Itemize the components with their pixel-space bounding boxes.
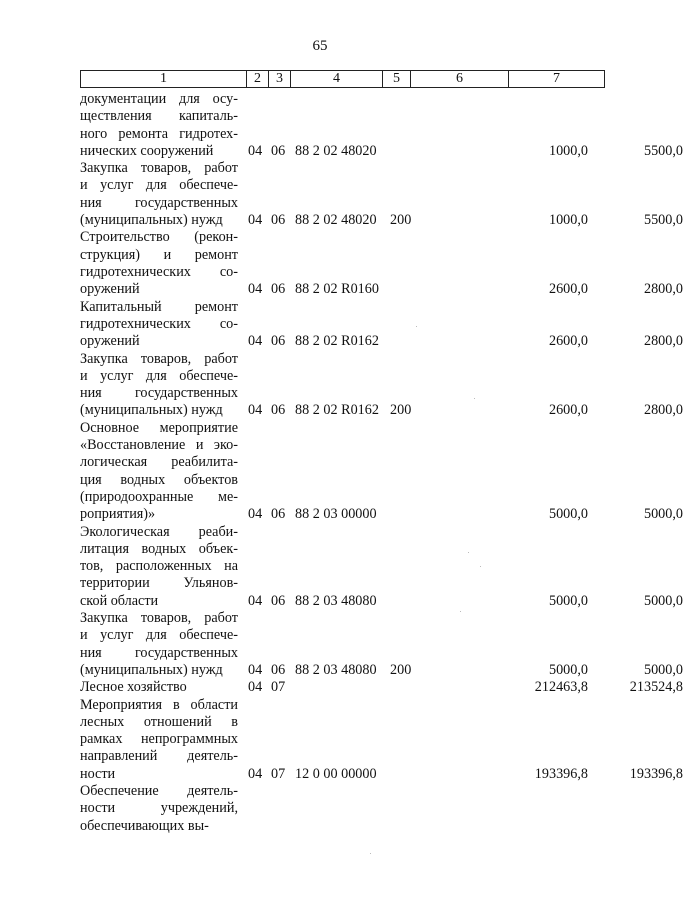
header-col-3: 3 [269, 71, 291, 88]
row-name-line: обеспечивающих вы- [80, 817, 209, 834]
cell-col-4: 88 2 02 48020 [295, 212, 377, 229]
row-name-line: ности [80, 765, 116, 782]
cell-col-6: 1000,0 [548, 212, 588, 229]
header-col-4: 4 [291, 71, 383, 88]
cell-col-6: 193396,8 [534, 765, 588, 782]
cell-col-6: 2600,0 [548, 333, 588, 350]
header-col-5: 5 [383, 71, 411, 88]
cell-col-7: 5500,0 [643, 142, 683, 159]
cell-col-6: 5000,0 [548, 506, 588, 523]
row-name [80, 351, 238, 420]
cell-col-6: 5000,0 [548, 661, 588, 678]
row-name-line: Основное мероприятие [80, 419, 238, 436]
row-name-line: Лесное хозяйство [80, 679, 187, 696]
cell-col-3: 06 [271, 142, 286, 159]
row-name-line: (муниципальных) нужд [80, 212, 223, 229]
header-col-7: 7 [509, 71, 605, 88]
cell-col-3: 06 [271, 212, 286, 229]
row-name [80, 783, 238, 835]
cell-col-2: 04 [248, 333, 263, 350]
cell-col-6: 2600,0 [548, 402, 588, 419]
cell-col-4: 88 2 02 48020 [295, 142, 377, 159]
cell-col-4: 88 2 03 48080 [295, 661, 377, 678]
row-name-line: логическая реабилита- [80, 454, 238, 471]
row-name-line: ния государственных [80, 194, 238, 211]
cell-col-6: 1000,0 [548, 142, 588, 159]
row-name-line: роприятия)» [80, 506, 156, 523]
cell-col-7: 5500,0 [643, 212, 683, 229]
header-col-6: 6 [411, 71, 509, 88]
table-header [80, 70, 605, 88]
cell-col-3: 06 [271, 592, 286, 609]
cell-col-4: 88 2 03 48080 [295, 592, 377, 609]
row-name-line: тов, расположенных на [80, 558, 238, 575]
page-number: 65 [312, 38, 328, 54]
row-name-line: ния государственных [80, 644, 238, 661]
cell-col-3: 06 [271, 333, 286, 350]
row-name-line: Закупка товаров, работ [80, 350, 238, 367]
row-name-line: ция водных объектов [80, 471, 238, 488]
row-name-line: и услуг для обеспече- [80, 177, 238, 194]
row-name-line: Закупка товаров, работ [80, 610, 238, 626]
cell-col-4: 88 2 02 R0160 [295, 281, 379, 298]
cell-col-3: 06 [271, 506, 286, 523]
cell-col-2: 04 [248, 281, 263, 298]
cell-col-7: 2800,0 [643, 281, 683, 298]
row-name-line: нических сооружений [80, 142, 214, 159]
row-name-line: Экологическая реаби- [80, 523, 238, 540]
row-name [80, 679, 238, 696]
row-name-line: ного ремонта гидротех- [80, 125, 238, 142]
cell-col-5: 200 [390, 661, 412, 678]
cell-col-2: 04 [248, 679, 263, 696]
row-name [80, 610, 238, 679]
cell-col-7: 5000,0 [643, 592, 683, 609]
cell-col-3: 06 [271, 402, 286, 419]
cell-col-7: 2800,0 [643, 333, 683, 350]
row-name [80, 160, 238, 229]
cell-col-4: 88 2 03 00000 [295, 506, 377, 523]
row-name-line: гидротехнических со- [80, 315, 238, 332]
row-name-line: струкция) и ремонт [80, 246, 238, 263]
cell-col-3: 07 [271, 679, 286, 696]
cell-col-5: 200 [390, 402, 412, 419]
cell-col-4: 88 2 02 R0162 [295, 333, 379, 350]
cell-col-2: 04 [248, 661, 263, 678]
row-name [80, 91, 238, 160]
row-name-line: Строительство (рекон- [80, 229, 238, 246]
row-name-line: лесных отношений в [80, 713, 238, 730]
cell-col-3: 07 [271, 765, 286, 782]
cell-col-7: 193396,8 [629, 765, 683, 782]
cell-col-7: 5000,0 [643, 506, 683, 523]
cell-col-6: 2600,0 [548, 281, 588, 298]
row-name-line: литация водных объек- [80, 540, 238, 557]
cell-col-6: 212463,8 [534, 679, 588, 696]
row-name-line: (муниципальных) нужд [80, 402, 223, 419]
row-name-line: Обеспечение деятель- [80, 783, 238, 799]
row-name-line: и услуг для обеспече- [80, 367, 238, 384]
row-name-line: «Восстановление и эко- [80, 436, 238, 453]
header-col-2: 2 [247, 71, 269, 88]
cell-col-2: 04 [248, 765, 263, 782]
cell-col-2: 04 [248, 506, 263, 523]
row-name [80, 697, 238, 783]
row-name-line: рамках непрограммных [80, 731, 238, 748]
cell-col-5: 200 [390, 212, 412, 229]
row-name-line: оружений [80, 333, 140, 350]
row-name-line: Капитальный ремонт [80, 298, 238, 315]
row-name [80, 524, 238, 610]
row-name-line: (муниципальных) нужд [80, 661, 223, 678]
cell-col-6: 5000,0 [548, 592, 588, 609]
row-name-line: оружений [80, 281, 140, 298]
row-name [80, 299, 238, 351]
row-name-line: гидротехнических со- [80, 263, 238, 280]
row-name-line: Мероприятия в области [80, 696, 238, 713]
cell-col-7: 5000,0 [643, 661, 683, 678]
header-col-1: 1 [81, 71, 247, 88]
row-name-line: (природоохранные ме- [80, 488, 238, 505]
cell-col-4: 12 0 00 00000 [295, 765, 377, 782]
row-name-line: территории Ульянов- [80, 575, 238, 592]
cell-col-4: 88 2 02 R0162 [295, 402, 379, 419]
row-name-line: документации для осу- [80, 91, 238, 107]
row-name-line: направлений деятель- [80, 748, 238, 765]
cell-col-7: 213524,8 [629, 679, 683, 696]
cell-col-2: 04 [248, 212, 263, 229]
row-name-line: и услуг для обеспече- [80, 627, 238, 644]
cell-col-2: 04 [248, 592, 263, 609]
cell-col-3: 06 [271, 661, 286, 678]
row-name-line: Закупка товаров, работ [80, 160, 238, 177]
row-name [80, 420, 238, 524]
row-name [80, 229, 238, 298]
row-name-line: ния государственных [80, 385, 238, 402]
row-name-line: ности учреждений, [80, 800, 238, 817]
cell-col-3: 06 [271, 281, 286, 298]
row-name-line: ской области [80, 592, 159, 609]
cell-col-2: 04 [248, 142, 263, 159]
cell-col-2: 04 [248, 402, 263, 419]
row-name-line: ществления капиталь- [80, 108, 238, 125]
cell-col-7: 2800,0 [643, 402, 683, 419]
